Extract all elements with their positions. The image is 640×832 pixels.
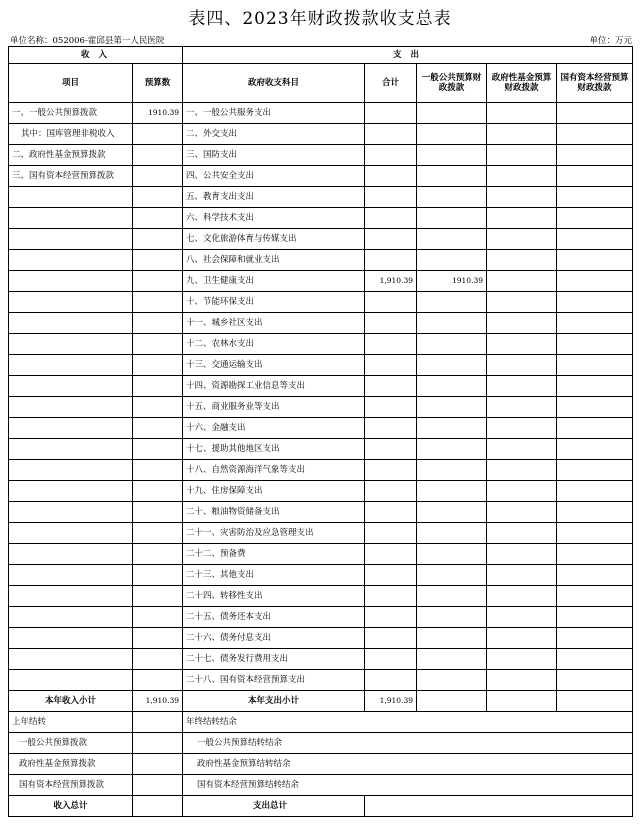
total-header: 合计 <box>365 64 417 103</box>
expense-general <box>417 292 487 313</box>
expense-subject: 二十、粮油物资储备支出 <box>183 502 365 523</box>
expense-total <box>365 292 417 313</box>
subtotal-row <box>9 691 633 712</box>
expense-general <box>417 397 487 418</box>
table-row <box>9 292 633 313</box>
expense-general <box>417 565 487 586</box>
expense-fund <box>487 334 557 355</box>
expense-subject: 十七、援助其他地区支出 <box>183 439 365 460</box>
unit-label: 单位：万元 <box>589 36 632 46</box>
expense-state <box>557 271 633 292</box>
expense-total <box>365 103 417 124</box>
expense-total <box>365 586 417 607</box>
income-item <box>9 544 133 565</box>
expense-state <box>557 376 633 397</box>
income-budget <box>133 670 183 691</box>
expense-general <box>417 586 487 607</box>
expense-subject: 十一、城乡社区支出 <box>183 313 365 334</box>
income-item <box>9 607 133 628</box>
table-row <box>9 481 633 502</box>
expense-subject: 十六、金融支出 <box>183 418 365 439</box>
expense-fund <box>487 502 557 523</box>
table-row <box>9 334 633 355</box>
expense-subject: 十二、农林水支出 <box>183 334 365 355</box>
carry-row <box>9 775 633 796</box>
budget-header: 预算数 <box>133 64 183 103</box>
table-row <box>9 628 633 649</box>
expense-general <box>417 607 487 628</box>
expense-fund <box>487 271 557 292</box>
expense-subject: 二十四、转移性支出 <box>183 586 365 607</box>
table-row <box>9 649 633 670</box>
income-item <box>9 271 133 292</box>
header-row-1 <box>9 47 633 64</box>
expense-general <box>417 103 487 124</box>
expense-state <box>557 313 633 334</box>
income-item <box>9 649 133 670</box>
expense-general <box>417 418 487 439</box>
carry-income-budget <box>133 754 183 775</box>
expense-fund <box>487 418 557 439</box>
income-budget <box>133 313 183 334</box>
table-row <box>9 460 633 481</box>
expense-fund <box>487 250 557 271</box>
expense-total-value <box>365 796 633 817</box>
expense-state <box>557 397 633 418</box>
income-item: 其中：国库管理非税收入 <box>9 124 133 145</box>
expense-total-label: 支出总计 <box>183 796 365 817</box>
expense-total <box>365 334 417 355</box>
unit-name: 单位名称：052006-霍邱县第一人民医院 <box>10 36 165 46</box>
table-row <box>9 607 633 628</box>
income-total-label: 收入总计 <box>9 796 133 817</box>
income-item <box>9 313 133 334</box>
expense-total <box>365 229 417 250</box>
table-row <box>9 208 633 229</box>
expense-fund <box>487 691 557 712</box>
income-item <box>9 397 133 418</box>
income-budget <box>133 586 183 607</box>
expense-fund <box>487 586 557 607</box>
expense-general <box>417 628 487 649</box>
expense-state <box>557 103 633 124</box>
table-row <box>9 166 633 187</box>
expense-subject: 三、国防支出 <box>183 145 365 166</box>
expense-fund <box>487 670 557 691</box>
income-item: 二、政府性基金预算拨款 <box>9 145 133 166</box>
income-item: 三、国有资本经营预算拨款 <box>9 166 133 187</box>
expense-total <box>365 418 417 439</box>
expense-total <box>365 649 417 670</box>
state-capital-header: 国有资本经营预算财政拨款 <box>557 64 633 103</box>
carry-expense-item: 政府性基金预算结转结余 <box>183 754 633 775</box>
expense-fund <box>487 187 557 208</box>
income-budget <box>133 229 183 250</box>
expense-state <box>557 418 633 439</box>
income-budget <box>133 523 183 544</box>
income-subtotal-label: 本年收入小计 <box>9 691 133 712</box>
expense-general <box>417 376 487 397</box>
income-budget <box>133 565 183 586</box>
expense-subject: 十、节能环保支出 <box>183 292 365 313</box>
expense-subject: 二十六、债务付息支出 <box>183 628 365 649</box>
expense-total <box>365 250 417 271</box>
expense-fund <box>487 292 557 313</box>
expense-subtotal-value: 1,910.39 <box>365 691 417 712</box>
income-budget <box>133 439 183 460</box>
expense-subtotal-label: 本年支出小计 <box>183 691 365 712</box>
expense-subject: 七、文化旅游体育与传媒支出 <box>183 229 365 250</box>
fund-budget-header: 政府性基金预算财政拨款 <box>487 64 557 103</box>
expense-state <box>557 481 633 502</box>
expense-general <box>417 145 487 166</box>
expense-fund <box>487 460 557 481</box>
carry-income-item: 一般公共预算拨款 <box>9 733 133 754</box>
expense-total <box>365 544 417 565</box>
income-budget <box>133 376 183 397</box>
expense-total <box>365 397 417 418</box>
carry-income-item: 国有资本经营预算拨款 <box>9 775 133 796</box>
expense-state <box>557 607 633 628</box>
expense-fund <box>487 355 557 376</box>
expense-state <box>557 649 633 670</box>
carry-income-budget <box>133 712 183 733</box>
expense-subject: 十九、住房保障支出 <box>183 481 365 502</box>
expense-total <box>365 439 417 460</box>
expense-subject: 二十一、灾害防治及应急管理支出 <box>183 523 365 544</box>
carry-row <box>9 712 633 733</box>
expense-total <box>365 628 417 649</box>
expense-general <box>417 460 487 481</box>
income-budget <box>133 187 183 208</box>
expense-subject: 五、教育支出支出 <box>183 187 365 208</box>
header-row-2 <box>9 64 633 103</box>
income-item <box>9 460 133 481</box>
table-row <box>9 670 633 691</box>
expense-fund <box>487 439 557 460</box>
income-budget <box>133 397 183 418</box>
expense-total <box>365 502 417 523</box>
expense-fund <box>487 229 557 250</box>
expense-state <box>557 544 633 565</box>
expense-general <box>417 481 487 502</box>
expense-total <box>365 208 417 229</box>
income-budget <box>133 292 183 313</box>
expense-fund <box>487 124 557 145</box>
income-budget <box>133 607 183 628</box>
income-item <box>9 439 133 460</box>
expense-total <box>365 376 417 397</box>
expense-state <box>557 670 633 691</box>
page-title: 表四、2023年财政拨款收支总表 <box>188 9 452 29</box>
income-budget <box>133 628 183 649</box>
expense-subject: 十五、商业服务业等支出 <box>183 397 365 418</box>
income-item <box>9 334 133 355</box>
table-row <box>9 544 633 565</box>
income-item <box>9 418 133 439</box>
income-budget <box>133 166 183 187</box>
income-item <box>9 250 133 271</box>
expense-state <box>557 145 633 166</box>
income-budget <box>133 250 183 271</box>
income-item <box>9 586 133 607</box>
carry-expense-item: 年终结转结余 <box>183 712 633 733</box>
expense-total <box>365 166 417 187</box>
income-total-value <box>133 796 183 817</box>
expense-state <box>557 292 633 313</box>
expense-total <box>365 670 417 691</box>
expense-fund <box>487 376 557 397</box>
expense-fund <box>487 145 557 166</box>
expense-subject: 二十二、预备费 <box>183 544 365 565</box>
expense-state <box>557 439 633 460</box>
expense-fund <box>487 481 557 502</box>
expense-fund <box>487 313 557 334</box>
expense-subject: 八、社会保障和就业支出 <box>183 250 365 271</box>
expense-subject: 二十七、债务发行费用支出 <box>183 649 365 670</box>
table-row <box>9 376 633 397</box>
expense-total <box>365 355 417 376</box>
expense-general <box>417 544 487 565</box>
expense-subject: 六、科学技术支出 <box>183 208 365 229</box>
expense-general: 1910.39 <box>417 271 487 292</box>
expense-subject: 十八、自然资源海洋气象等支出 <box>183 460 365 481</box>
income-item <box>9 187 133 208</box>
expense-state <box>557 691 633 712</box>
expense-general <box>417 187 487 208</box>
carry-expense-item: 一般公共预算结转结余 <box>183 733 633 754</box>
expense-general <box>417 229 487 250</box>
expense-total <box>365 607 417 628</box>
expense-state <box>557 628 633 649</box>
expense-fund <box>487 397 557 418</box>
income-item <box>9 523 133 544</box>
income-item <box>9 229 133 250</box>
table-row <box>9 103 633 124</box>
expense-fund <box>487 208 557 229</box>
general-budget-header: 一般公共预算财政拨款 <box>417 64 487 103</box>
income-budget <box>133 124 183 145</box>
expense-fund <box>487 649 557 670</box>
income-budget <box>133 649 183 670</box>
income-item <box>9 355 133 376</box>
table-row <box>9 145 633 166</box>
expense-general <box>417 166 487 187</box>
income-budget <box>133 145 183 166</box>
table-row <box>9 313 633 334</box>
carry-row <box>9 733 633 754</box>
total-row <box>9 796 633 817</box>
expense-general <box>417 334 487 355</box>
expense-general <box>417 124 487 145</box>
expense-state <box>557 229 633 250</box>
expense-fund <box>487 523 557 544</box>
income-item <box>9 376 133 397</box>
table-row <box>9 523 633 544</box>
expense-general <box>417 502 487 523</box>
income-item <box>9 565 133 586</box>
table-row <box>9 355 633 376</box>
table-row <box>9 439 633 460</box>
expense-subject: 十三、交通运输支出 <box>183 355 365 376</box>
budget-summary-table <box>8 46 633 817</box>
income-budget: 1910.39 <box>133 103 183 124</box>
income-item <box>9 628 133 649</box>
expense-total <box>365 481 417 502</box>
table-row <box>9 565 633 586</box>
expense-general <box>417 250 487 271</box>
income-budget <box>133 334 183 355</box>
expense-state <box>557 166 633 187</box>
expense-state <box>557 502 633 523</box>
table-row <box>9 229 633 250</box>
table-row <box>9 502 633 523</box>
expense-state <box>557 334 633 355</box>
expense-fund <box>487 166 557 187</box>
expense-subject: 九、卫生健康支出 <box>183 271 365 292</box>
expense-state <box>557 208 633 229</box>
carry-income-item: 政府性基金预算拨款 <box>9 754 133 775</box>
income-budget <box>133 271 183 292</box>
expense-general <box>417 439 487 460</box>
expense-general <box>417 313 487 334</box>
carry-income-budget <box>133 775 183 796</box>
expense-state <box>557 187 633 208</box>
expense-general <box>417 355 487 376</box>
expense-total <box>365 124 417 145</box>
income-header: 收 入 <box>9 47 183 64</box>
income-item <box>9 208 133 229</box>
func-subject-header: 政府收支科目 <box>183 64 365 103</box>
expense-general <box>417 670 487 691</box>
item-header: 项目 <box>9 64 133 103</box>
income-budget <box>133 481 183 502</box>
income-budget <box>133 544 183 565</box>
expense-subject: 二十五、债务还本支出 <box>183 607 365 628</box>
expense-total <box>365 523 417 544</box>
expense-subject: 十四、资源勘探工业信息等支出 <box>183 376 365 397</box>
income-budget <box>133 208 183 229</box>
expense-fund <box>487 607 557 628</box>
income-item <box>9 292 133 313</box>
expense-state <box>557 355 633 376</box>
expense-state <box>557 586 633 607</box>
expense-subject: 四、公共安全支出 <box>183 166 365 187</box>
table-row <box>9 250 633 271</box>
expense-total: 1,910.39 <box>365 271 417 292</box>
expense-total <box>365 460 417 481</box>
income-subtotal-value: 1,910.39 <box>133 691 183 712</box>
income-budget <box>133 502 183 523</box>
table-row <box>9 187 633 208</box>
table-row <box>9 124 633 145</box>
income-item: 一、一般公共预算拨款 <box>9 103 133 124</box>
carry-expense-item: 国有资本经营预算结转结余 <box>183 775 633 796</box>
income-item <box>9 481 133 502</box>
expense-fund <box>487 565 557 586</box>
income-item <box>9 502 133 523</box>
expense-state <box>557 523 633 544</box>
income-budget <box>133 355 183 376</box>
expense-state <box>557 460 633 481</box>
table-row <box>9 418 633 439</box>
carry-income-budget <box>133 733 183 754</box>
expense-fund <box>487 103 557 124</box>
expense-fund <box>487 628 557 649</box>
expense-fund <box>487 544 557 565</box>
expense-total <box>365 313 417 334</box>
expense-general <box>417 691 487 712</box>
expense-state <box>557 250 633 271</box>
expense-subject: 二十三、其他支出 <box>183 565 365 586</box>
table-row <box>9 397 633 418</box>
expense-general <box>417 649 487 670</box>
expense-total <box>365 187 417 208</box>
expense-total <box>365 145 417 166</box>
income-budget <box>133 418 183 439</box>
expense-state <box>557 565 633 586</box>
table-row <box>9 586 633 607</box>
expense-subject: 二、外交支出 <box>183 124 365 145</box>
expense-subject: 二十八、国有资本经营预算支出 <box>183 670 365 691</box>
expense-total <box>365 565 417 586</box>
carry-income-item: 上年结转 <box>9 712 133 733</box>
table-row <box>9 271 633 292</box>
expense-header: 支 出 <box>183 47 633 64</box>
expense-general <box>417 523 487 544</box>
expense-subject: 一、一般公共服务支出 <box>183 103 365 124</box>
expense-general <box>417 208 487 229</box>
income-budget <box>133 460 183 481</box>
expense-state <box>557 124 633 145</box>
income-item <box>9 670 133 691</box>
carry-row <box>9 754 633 775</box>
